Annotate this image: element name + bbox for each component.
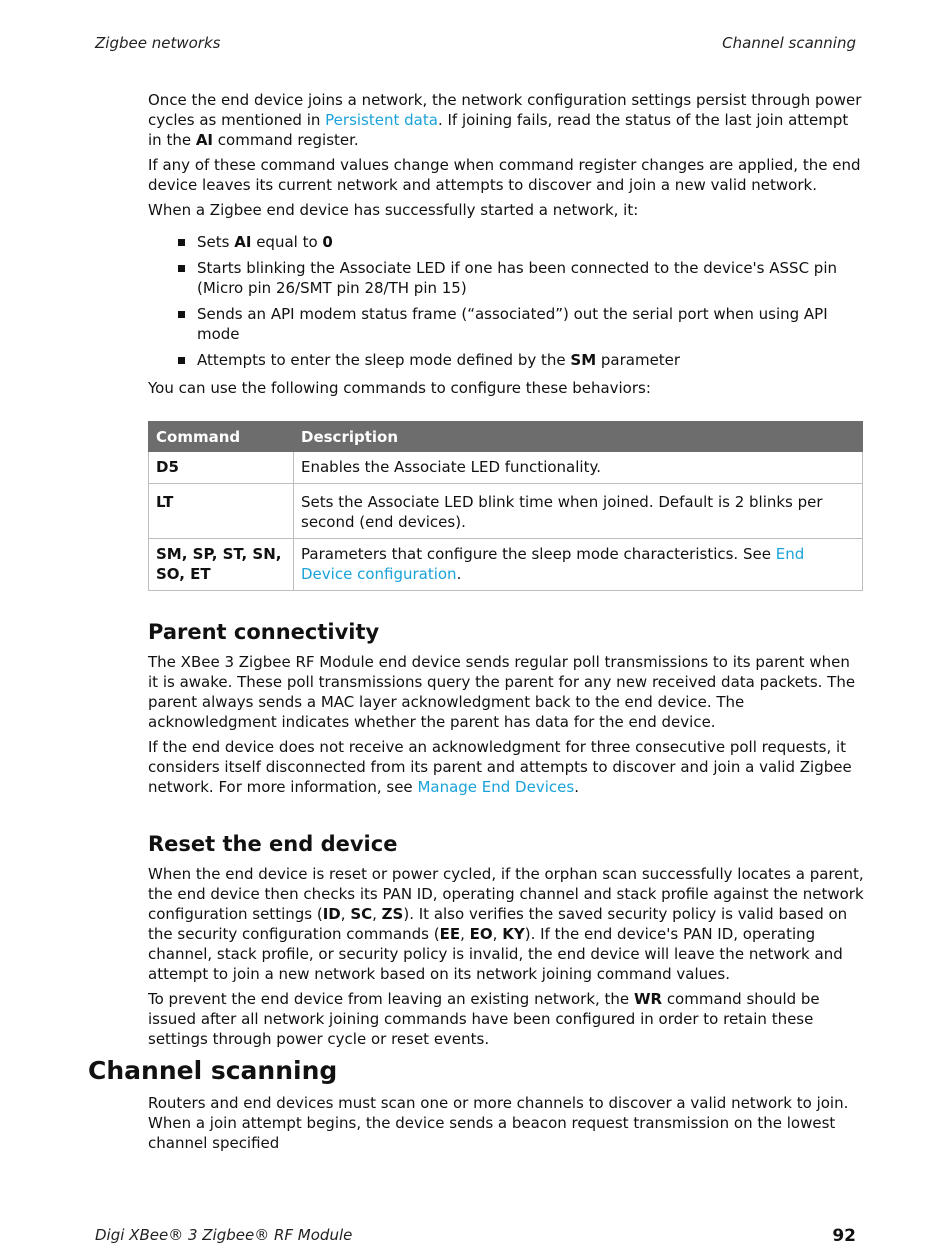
table-row xyxy=(149,539,863,591)
channel-scanning-content xyxy=(148,1093,864,1158)
section-heading-parent-connectivity: Parent connectivity xyxy=(148,620,380,644)
intro-paragraph-2: If any of these command values change when command register changes are applied, the end device leaves its current network and attempts to discover and join a new valid network. xyxy=(148,156,861,194)
list-item: Sets AI equal to 0 xyxy=(148,232,864,252)
table-row xyxy=(149,452,863,484)
reset-paragraph-2: To prevent the end device from leaving an existing network, the WR command should be issued after all network joining commands have been configured in order to retain these settings through power cycle or reset events. xyxy=(148,990,820,1048)
persistent-data-link[interactable]: Persistent data xyxy=(325,111,438,129)
channel-paragraph-1: Routers and end devices must scan one or more channels to discover a valid network to join. When a join attempt begins, the device sends a beacon request transmission on the lowest channel specified xyxy=(148,1094,849,1152)
running-header-left: Zigbee networks xyxy=(95,34,221,52)
description-cell: Parameters that configure the sleep mode characteristics. See End Device configuration. xyxy=(294,539,863,591)
running-header-right: Channel scanning xyxy=(722,34,856,52)
main-content xyxy=(148,90,864,1054)
table-intro: You can use the following commands to configure these behaviors: xyxy=(148,379,651,397)
bullet-icon xyxy=(178,311,185,318)
table-header-row xyxy=(149,422,863,452)
description-cell: Sets the Associate LED blink time when joined. Default is 2 blinks per second (end devices). xyxy=(294,484,863,539)
column-header-command: Command xyxy=(149,422,294,452)
reset-paragraph-1: When the end device is reset or power cycled, if the orphan scan successfully locates a parent, the end device then checks its PAN ID, operating channel and stack profile against the network configuration settings (ID, SC, ZS). It also verifies the saved security policy is valid based on the security configuration commands (EE, EO, KY). If the end device's PAN ID, operating channel, stack profile, or security policy is invalid, the end device will leave the network and attempt to join a new network based on its network joining command values. xyxy=(148,865,864,983)
command-cell: SM, SP, ST, SN, SO, ET xyxy=(149,539,294,591)
section-heading-reset-end-device: Reset the end device xyxy=(148,832,398,856)
intro-paragraph-1: Once the end device joins a network, the network configuration settings persist through power cycles as mentioned in Persistent data. If joining fails, read the status of the last join attempt in the AI command register. xyxy=(148,91,862,149)
behavior-list xyxy=(148,232,864,370)
parent-paragraph-1: The XBee 3 Zigbee RF Module end device sends regular poll transmissions to its parent when it is awake. These poll transmissions query the parent for any new received data packets. The parent always sends a MAC layer acknowledgment back to the end device. The acknowledgment indicates whether the parent has data for the end device. xyxy=(148,653,856,731)
description-cell: Enables the Associate LED functionality. xyxy=(294,452,863,484)
intro-paragraph-3: When a Zigbee end device has successfully started a network, it: xyxy=(148,201,639,219)
bullet-icon xyxy=(178,265,185,272)
parent-paragraph-2: If the end device does not receive an acknowledgment for three consecutive poll requests, it considers itself disconnected from its parent and attempts to discover and join a valid Zigbee network. For more information, see Manage End Devices. xyxy=(148,738,852,796)
bullet-icon xyxy=(178,239,185,246)
list-item: Sends an API modem status frame (“associated”) out the serial port when using API mode xyxy=(148,304,864,344)
chapter-heading-channel-scanning: Channel scanning xyxy=(88,1056,338,1085)
end-device-configuration-link[interactable]: End Device configuration xyxy=(301,545,805,583)
table-row xyxy=(149,484,863,539)
list-item: Attempts to enter the sleep mode defined by the SM parameter xyxy=(148,350,864,370)
bullet-icon xyxy=(178,357,185,364)
page-number: 92 xyxy=(832,1226,856,1246)
manage-end-devices-link[interactable]: Manage End Devices xyxy=(417,778,575,796)
column-header-description: Description xyxy=(294,422,863,452)
command-table xyxy=(148,421,863,591)
command-cell: D5 xyxy=(149,452,294,484)
command-cell: LT xyxy=(149,484,294,539)
footer-product-name: Digi XBee® 3 Zigbee® RF Module xyxy=(95,1226,353,1244)
list-item: Starts blinking the Associate LED if one has been connected to the device's ASSC pin (Micro pin 26/SMT pin 28/TH pin 15) xyxy=(148,258,864,298)
